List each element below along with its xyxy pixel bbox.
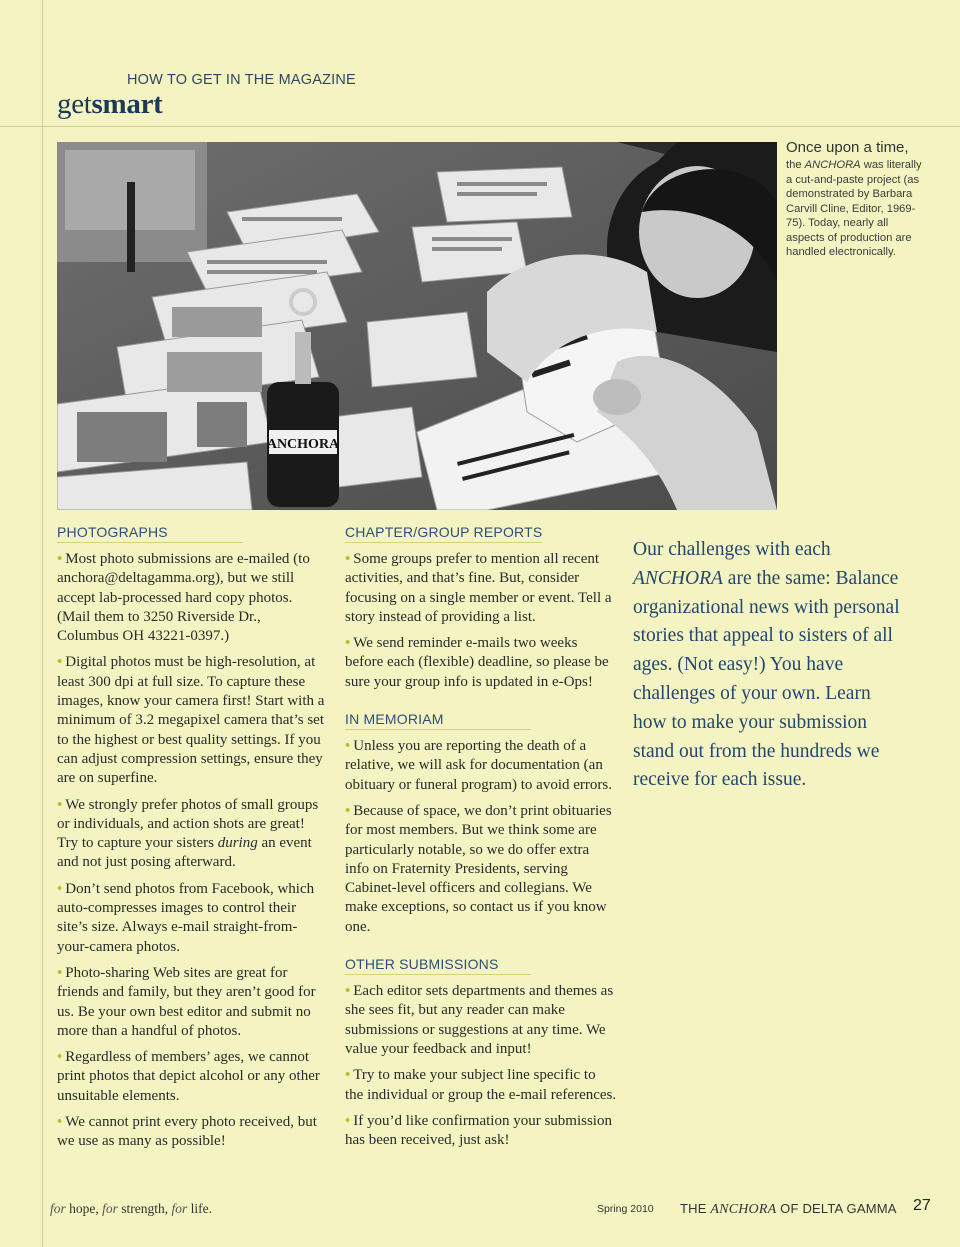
footer-mag-name: ANCHORA: [710, 1202, 777, 1217]
left-margin-rule: [42, 0, 43, 1247]
pull-quote-pre: Our challenges with each: [633, 539, 831, 560]
bullet-icon: •: [57, 964, 63, 981]
list-item: [57, 1113, 325, 1152]
bullet-icon: •: [57, 1114, 63, 1131]
bullet-icon: •: [57, 654, 63, 671]
item-text: Some groups prefer to mention all recent activities, and that’s fine. But, consider focusing on a single member or event. Tell a story instead of providing a list.: [345, 551, 612, 625]
footer-mag-post: OF DELTA GAMMA: [776, 1201, 897, 1216]
item-text: If you’d like confirmation your submission has been received, just ask!: [345, 1112, 612, 1149]
item-text: Try to make your subject line specific to the individual or group the e-mail references.: [345, 1067, 617, 1103]
bullet-icon: •: [345, 802, 351, 819]
item-text: Digital photos must be high-resolution, at least 300 dpi at full size. To capture these images, know your camera first! Start with a minimum of 3.2 megapixel camera that’s set to the highest or best quality settings. If you can adjust compression settings, ensure they are on superfine.: [57, 654, 325, 787]
list-item: [345, 982, 617, 1059]
bullet-icon: •: [57, 551, 63, 567]
list-item: [57, 1048, 325, 1106]
caption-magazine: ANCHORA: [804, 159, 861, 171]
list-item: [57, 550, 325, 646]
item-text: We send reminder e-mails two weeks before each (flexible) deadline, so please be sure your group info is updated in e-Ops!: [345, 635, 609, 690]
page-number: 27: [913, 1197, 931, 1214]
pull-quote-column: [633, 536, 908, 795]
footer-mag-pre: THE: [680, 1201, 711, 1216]
bullet-icon: •: [345, 983, 351, 1000]
photographs-column: [57, 524, 325, 1159]
item-text: We cannot print every photo received, but we use as many as possible!: [57, 1114, 317, 1150]
item-text-pre: We strongly prefer photos of small groups or individuals, and action shots are great! Try to capture your sisters: [57, 796, 319, 852]
tagline-for: for: [50, 1201, 66, 1216]
title-plain: get: [57, 88, 92, 120]
list-item: [345, 802, 617, 937]
item-text-em: during: [217, 835, 258, 852]
reports-column: [345, 524, 617, 1157]
tagline-hope: hope,: [65, 1201, 103, 1216]
section-kicker: HOW TO GET IN THE MAGAZINE: [127, 72, 356, 88]
chapter-reports-heading: CHAPTER/GROUP REPORTS: [345, 524, 542, 543]
title-bold: smart: [91, 88, 163, 120]
list-item: [345, 634, 617, 692]
list-item: [57, 653, 325, 788]
pull-quote-post: are the same: Balance organizational news with personal stories that appeal to sisters of all ages. (Not easy!) You have challenges of your own. Learn how to make your submission stand out from the hundreds we receive for each issue.: [633, 567, 900, 791]
footer-tagline: [50, 1201, 212, 1217]
jar-label: ANCHORA: [266, 437, 340, 452]
tagline-life: life.: [187, 1201, 213, 1216]
bullet-icon: •: [57, 796, 63, 813]
section-title: [57, 88, 163, 121]
bullet-icon: •: [345, 1112, 351, 1129]
bullet-icon: •: [345, 738, 351, 755]
item-text: Regardless of members’ ages, we cannot print photos that depict alcohol or any other unsuitable elements.: [57, 1049, 320, 1104]
item-text: Most photo submissions are e-mailed (to anchora@deltagamma.org), but we still accept lab-processed hard copy photos. (Mail them to 3250 Riverside Dr., Columbus OH 43221-0397.): [57, 551, 310, 645]
photo-caption: [786, 138, 926, 260]
tagline-for: for: [171, 1201, 188, 1216]
caption-rest: was literally a cut-and-paste project (as demonstrated by Barbara Carvill Cline, Editor, 1969-75). Today, nearly all aspects of production are handled electronically.: [786, 159, 922, 258]
item-text: Each editor sets departments and themes as she sees fit, but any reader can make submissions or suggestions at any time. We value your feedback and input!: [345, 983, 614, 1057]
pull-quote: [633, 536, 908, 795]
list-item: [345, 1112, 617, 1151]
list-item: [57, 796, 325, 873]
list-item: [345, 737, 617, 795]
caption-pre: the: [786, 159, 805, 171]
item-text: Don’t send photos from Facebook, which auto-compresses images to control their site’s size. Always e-mail straight-from-your-camera photos.: [57, 880, 315, 955]
photographs-heading: PHOTOGRAPHS: [57, 524, 243, 543]
item-text: Unless you are reporting the death of a relative, we will ask for documentation (an obituary or funeral program) to avoid errors.: [345, 738, 612, 793]
footer-magazine: [680, 1201, 897, 1218]
list-item: [57, 964, 325, 1041]
list-item: [345, 550, 617, 627]
item-text-post: an event and not just posing afterward.: [57, 835, 312, 871]
bullet-icon: •: [57, 1049, 63, 1066]
caption-lead: Once upon a time,: [786, 139, 909, 156]
historical-photo: [57, 142, 777, 510]
tagline-for: for: [102, 1201, 118, 1216]
item-text: Photo-sharing Web sites are great for friends and family, but they aren’t good for us. Be your own best editor and submit no more than a handful of photos.: [57, 964, 316, 1039]
list-item: [57, 880, 325, 957]
pull-quote-magazine: ANCHORA: [633, 567, 723, 589]
tagline-strength: strength,: [117, 1201, 172, 1216]
bullet-icon: •: [57, 880, 63, 897]
list-item: [345, 1066, 617, 1105]
in-memoriam-heading: IN MEMORIAM: [345, 711, 531, 730]
item-text: Because of space, we don’t print obituaries for most members. But we think some are particularly notable, so we do offer extra info on Fraternity Presidents, serving Cabinet-level officers and collegians. We make exceptions, so contact us if you know one.: [345, 802, 612, 935]
bullet-icon: •: [345, 551, 351, 567]
other-submissions-heading: OTHER SUBMISSIONS: [345, 956, 531, 975]
bullet-icon: •: [345, 635, 351, 652]
footer-issue: Spring 2010: [597, 1203, 654, 1215]
header-rule: [0, 126, 960, 127]
bullet-icon: •: [345, 1067, 351, 1084]
photo-illustration: [57, 142, 777, 510]
